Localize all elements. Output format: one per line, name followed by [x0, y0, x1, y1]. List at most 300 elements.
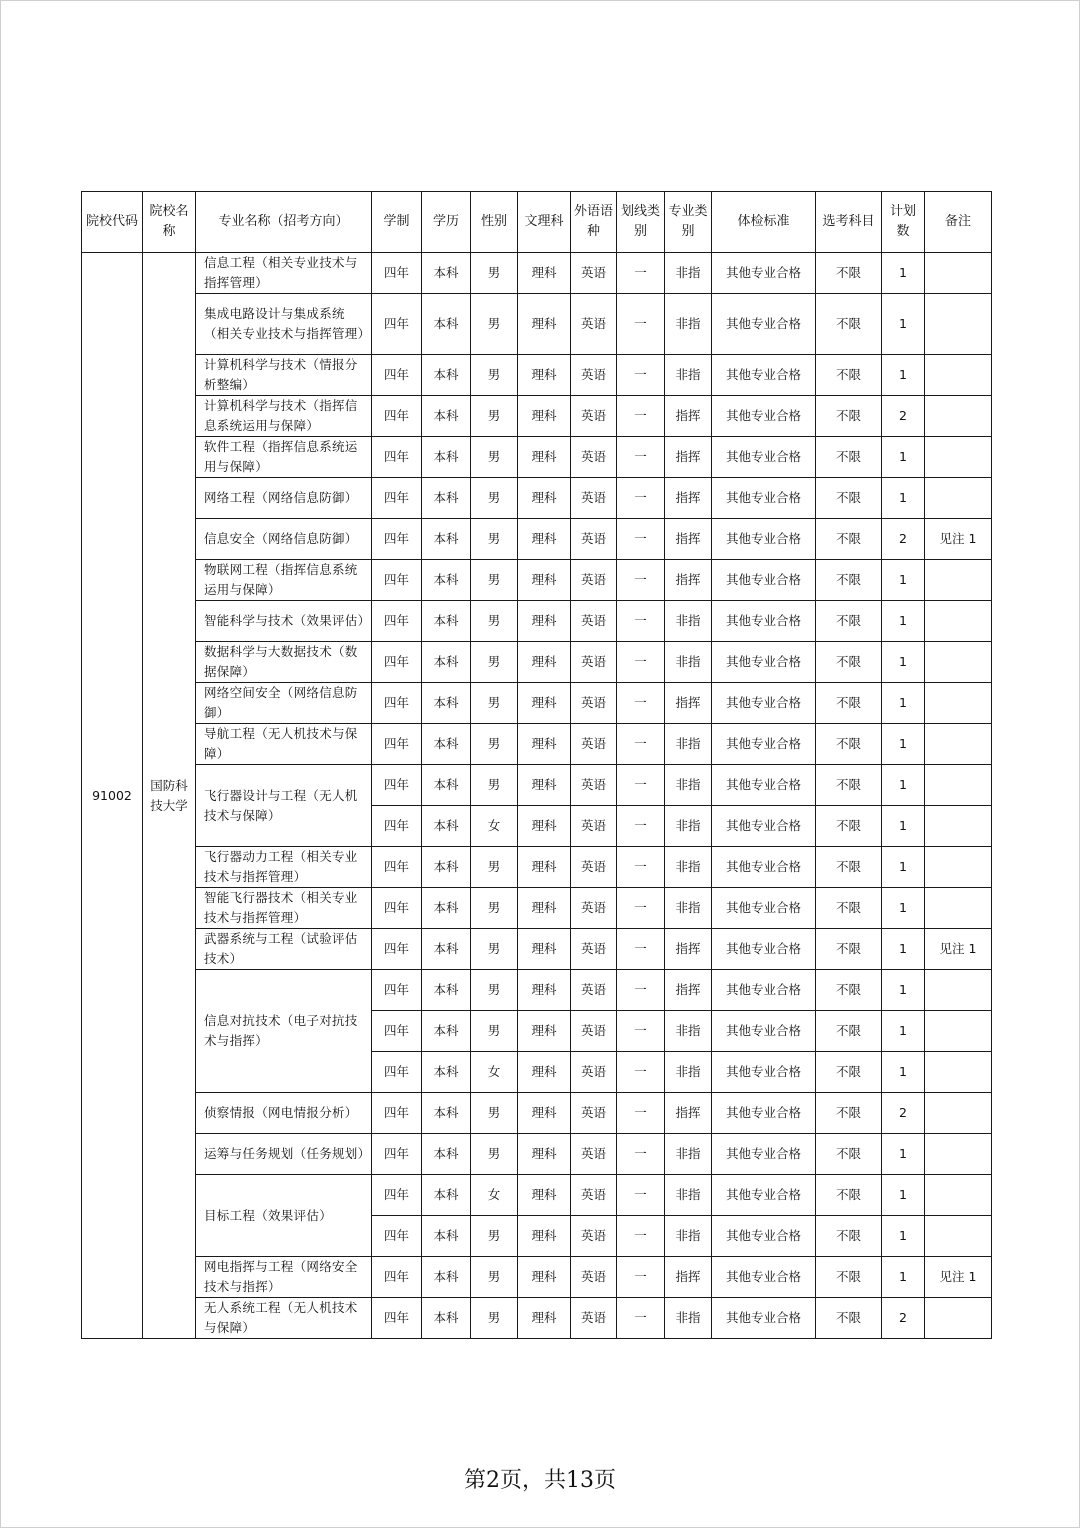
- degree-cell: 本科: [422, 1257, 471, 1298]
- plan-cell: 1: [882, 642, 925, 683]
- physical-cell: 其他专业合格: [712, 294, 816, 355]
- degree-cell: 本科: [422, 601, 471, 642]
- header-elective: 选考科目: [816, 192, 882, 253]
- physical-cell: 其他专业合格: [712, 1175, 816, 1216]
- gender-cell: 男: [471, 1298, 518, 1339]
- remark-cell: [925, 1134, 992, 1175]
- category-cell: 非指: [665, 724, 712, 765]
- stream-cell: 理科: [518, 847, 571, 888]
- gender-cell: 男: [471, 1093, 518, 1134]
- stream-cell: 理科: [518, 1175, 571, 1216]
- gender-cell: 男: [471, 355, 518, 396]
- system-cell: 四年: [372, 683, 422, 724]
- header-major: 专业名称（招考方向）: [196, 192, 372, 253]
- language-cell: 英语: [571, 1216, 617, 1257]
- degree-cell: 本科: [422, 806, 471, 847]
- language-cell: 英语: [571, 929, 617, 970]
- remark-cell: [925, 683, 992, 724]
- elective-cell: 不限: [816, 355, 882, 396]
- physical-cell: 其他专业合格: [712, 1093, 816, 1134]
- header-system: 学制: [372, 192, 422, 253]
- major-cell: 信息对抗技术（电子对抗技术与指挥）: [196, 970, 372, 1093]
- system-cell: 四年: [372, 1216, 422, 1257]
- system-cell: 四年: [372, 355, 422, 396]
- category-cell: 非指: [665, 1052, 712, 1093]
- degree-cell: 本科: [422, 847, 471, 888]
- physical-cell: 其他专业合格: [712, 970, 816, 1011]
- school-code-cell: 91002: [82, 253, 143, 1339]
- degree-cell: 本科: [422, 1216, 471, 1257]
- plan-cell: 1: [882, 1257, 925, 1298]
- table-row: [82, 683, 992, 724]
- physical-cell: 其他专业合格: [712, 765, 816, 806]
- table-row: [82, 970, 992, 1011]
- category-cell: 非指: [665, 1011, 712, 1052]
- physical-cell: 其他专业合格: [712, 1298, 816, 1339]
- elective-cell: 不限: [816, 1298, 882, 1339]
- major-cell: 软件工程（指挥信息系统运用与保障）: [196, 437, 372, 478]
- language-cell: 英语: [571, 478, 617, 519]
- gender-cell: 男: [471, 601, 518, 642]
- degree-cell: 本科: [422, 1011, 471, 1052]
- elective-cell: 不限: [816, 888, 882, 929]
- physical-cell: 其他专业合格: [712, 929, 816, 970]
- physical-cell: 其他专业合格: [712, 519, 816, 560]
- gender-cell: 女: [471, 806, 518, 847]
- remark-cell: [925, 806, 992, 847]
- system-cell: 四年: [372, 437, 422, 478]
- table-row: [82, 294, 992, 355]
- physical-cell: 其他专业合格: [712, 1257, 816, 1298]
- remark-cell: [925, 560, 992, 601]
- language-cell: 英语: [571, 888, 617, 929]
- table-row: [82, 1134, 992, 1175]
- table-row: [82, 355, 992, 396]
- language-cell: 英语: [571, 437, 617, 478]
- category-cell: 指挥: [665, 437, 712, 478]
- system-cell: 四年: [372, 1175, 422, 1216]
- language-cell: 英语: [571, 765, 617, 806]
- gender-cell: 男: [471, 437, 518, 478]
- gender-cell: 男: [471, 847, 518, 888]
- remark-cell: [925, 847, 992, 888]
- header-code: 院校代码: [82, 192, 143, 253]
- major-cell: 目标工程（效果评估）: [196, 1175, 372, 1257]
- category-cell: 非指: [665, 601, 712, 642]
- degree-cell: 本科: [422, 1052, 471, 1093]
- degree-cell: 本科: [422, 642, 471, 683]
- physical-cell: 其他专业合格: [712, 601, 816, 642]
- language-cell: 英语: [571, 1052, 617, 1093]
- remark-cell: [925, 1175, 992, 1216]
- system-cell: 四年: [372, 929, 422, 970]
- system-cell: 四年: [372, 970, 422, 1011]
- language-cell: 英语: [571, 1093, 617, 1134]
- gender-cell: 男: [471, 929, 518, 970]
- line-cell: 一: [617, 437, 665, 478]
- elective-cell: 不限: [816, 1052, 882, 1093]
- elective-cell: 不限: [816, 1093, 882, 1134]
- stream-cell: 理科: [518, 683, 571, 724]
- line-cell: 一: [617, 1298, 665, 1339]
- gender-cell: 男: [471, 1216, 518, 1257]
- enrollment-plan-table: [81, 191, 992, 1339]
- stream-cell: 理科: [518, 437, 571, 478]
- degree-cell: 本科: [422, 1093, 471, 1134]
- degree-cell: 本科: [422, 355, 471, 396]
- language-cell: 英语: [571, 294, 617, 355]
- line-cell: 一: [617, 1093, 665, 1134]
- major-cell: 飞行器动力工程（相关专业技术与指挥管理）: [196, 847, 372, 888]
- category-cell: 指挥: [665, 519, 712, 560]
- plan-cell: 1: [882, 478, 925, 519]
- degree-cell: 本科: [422, 1175, 471, 1216]
- remark-cell: [925, 765, 992, 806]
- category-cell: 非指: [665, 355, 712, 396]
- system-cell: 四年: [372, 806, 422, 847]
- system-cell: 四年: [372, 1011, 422, 1052]
- table-row: [82, 437, 992, 478]
- stream-cell: 理科: [518, 294, 571, 355]
- header-plan: 计划数: [882, 192, 925, 253]
- degree-cell: 本科: [422, 396, 471, 437]
- degree-cell: 本科: [422, 1298, 471, 1339]
- physical-cell: 其他专业合格: [712, 1052, 816, 1093]
- remark-cell: [925, 642, 992, 683]
- line-cell: 一: [617, 642, 665, 683]
- remark-cell: 见注 1: [925, 929, 992, 970]
- line-cell: 一: [617, 519, 665, 560]
- language-cell: 英语: [571, 1011, 617, 1052]
- physical-cell: 其他专业合格: [712, 642, 816, 683]
- elective-cell: 不限: [816, 396, 882, 437]
- major-cell: 无人系统工程（无人机技术与保障）: [196, 1298, 372, 1339]
- line-cell: 一: [617, 970, 665, 1011]
- major-cell: 运筹与任务规划（任务规划）: [196, 1134, 372, 1175]
- line-cell: 一: [617, 1257, 665, 1298]
- category-cell: 指挥: [665, 683, 712, 724]
- category-cell: 指挥: [665, 478, 712, 519]
- stream-cell: 理科: [518, 396, 571, 437]
- physical-cell: 其他专业合格: [712, 1134, 816, 1175]
- elective-cell: 不限: [816, 437, 882, 478]
- elective-cell: 不限: [816, 683, 882, 724]
- language-cell: 英语: [571, 642, 617, 683]
- line-cell: 一: [617, 355, 665, 396]
- category-cell: 非指: [665, 1298, 712, 1339]
- remark-cell: [925, 888, 992, 929]
- stream-cell: 理科: [518, 601, 571, 642]
- table-row: [82, 1093, 992, 1134]
- gender-cell: 男: [471, 683, 518, 724]
- table-row: [82, 724, 992, 765]
- category-cell: 非指: [665, 642, 712, 683]
- language-cell: 英语: [571, 519, 617, 560]
- plan-cell: 1: [882, 929, 925, 970]
- physical-cell: 其他专业合格: [712, 1011, 816, 1052]
- plan-cell: 2: [882, 1093, 925, 1134]
- remark-cell: [925, 1052, 992, 1093]
- system-cell: 四年: [372, 1052, 422, 1093]
- physical-cell: 其他专业合格: [712, 847, 816, 888]
- system-cell: 四年: [372, 1298, 422, 1339]
- major-cell: 侦察情报（网电情报分析）: [196, 1093, 372, 1134]
- table-row: [82, 642, 992, 683]
- plan-cell: 1: [882, 1134, 925, 1175]
- plan-cell: 1: [882, 1216, 925, 1257]
- physical-cell: 其他专业合格: [712, 437, 816, 478]
- stream-cell: 理科: [518, 253, 571, 294]
- category-cell: 指挥: [665, 560, 712, 601]
- stream-cell: 理科: [518, 1257, 571, 1298]
- language-cell: 英语: [571, 560, 617, 601]
- elective-cell: 不限: [816, 929, 882, 970]
- header-degree: 学历: [422, 192, 471, 253]
- system-cell: 四年: [372, 642, 422, 683]
- degree-cell: 本科: [422, 560, 471, 601]
- degree-cell: 本科: [422, 724, 471, 765]
- line-cell: 一: [617, 396, 665, 437]
- system-cell: 四年: [372, 478, 422, 519]
- stream-cell: 理科: [518, 806, 571, 847]
- plan-cell: 1: [882, 847, 925, 888]
- stream-cell: 理科: [518, 1134, 571, 1175]
- line-cell: 一: [617, 929, 665, 970]
- category-cell: 非指: [665, 1216, 712, 1257]
- stream-cell: 理科: [518, 642, 571, 683]
- major-cell: 网络空间安全（网络信息防御）: [196, 683, 372, 724]
- degree-cell: 本科: [422, 929, 471, 970]
- language-cell: 英语: [571, 683, 617, 724]
- system-cell: 四年: [372, 765, 422, 806]
- stream-cell: 理科: [518, 1216, 571, 1257]
- elective-cell: 不限: [816, 1257, 882, 1298]
- language-cell: 英语: [571, 1257, 617, 1298]
- plan-cell: 2: [882, 519, 925, 560]
- plan-cell: 1: [882, 683, 925, 724]
- degree-cell: 本科: [422, 519, 471, 560]
- physical-cell: 其他专业合格: [712, 253, 816, 294]
- plan-cell: 2: [882, 1298, 925, 1339]
- category-cell: 非指: [665, 765, 712, 806]
- physical-cell: 其他专业合格: [712, 683, 816, 724]
- major-cell: 网络工程（网络信息防御）: [196, 478, 372, 519]
- line-cell: 一: [617, 601, 665, 642]
- table-row: [82, 1298, 992, 1339]
- header-school: 院校名称: [143, 192, 196, 253]
- major-cell: 智能飞行器技术（相关专业技术与指挥管理）: [196, 888, 372, 929]
- table-row: [82, 478, 992, 519]
- plan-cell: 1: [882, 806, 925, 847]
- remark-cell: [925, 1216, 992, 1257]
- major-cell: 计算机科学与技术（情报分析整编）: [196, 355, 372, 396]
- stream-cell: 理科: [518, 1093, 571, 1134]
- plan-cell: 1: [882, 888, 925, 929]
- elective-cell: 不限: [816, 560, 882, 601]
- gender-cell: 男: [471, 1134, 518, 1175]
- major-cell: 导航工程（无人机技术与保障）: [196, 724, 372, 765]
- header-row: [82, 192, 992, 253]
- category-cell: 指挥: [665, 1257, 712, 1298]
- system-cell: 四年: [372, 253, 422, 294]
- category-cell: 非指: [665, 888, 712, 929]
- system-cell: 四年: [372, 1093, 422, 1134]
- gender-cell: 男: [471, 642, 518, 683]
- remark-cell: [925, 601, 992, 642]
- gender-cell: 男: [471, 970, 518, 1011]
- category-cell: 非指: [665, 253, 712, 294]
- degree-cell: 本科: [422, 478, 471, 519]
- plan-cell: 1: [882, 560, 925, 601]
- line-cell: 一: [617, 478, 665, 519]
- line-cell: 一: [617, 560, 665, 601]
- system-cell: 四年: [372, 888, 422, 929]
- degree-cell: 本科: [422, 888, 471, 929]
- physical-cell: 其他专业合格: [712, 888, 816, 929]
- elective-cell: 不限: [816, 294, 882, 355]
- language-cell: 英语: [571, 970, 617, 1011]
- elective-cell: 不限: [816, 1134, 882, 1175]
- category-cell: 非指: [665, 294, 712, 355]
- table-row: [82, 560, 992, 601]
- header-physical: 体检标准: [712, 192, 816, 253]
- physical-cell: 其他专业合格: [712, 1216, 816, 1257]
- table-row: [82, 601, 992, 642]
- language-cell: 英语: [571, 724, 617, 765]
- stream-cell: 理科: [518, 970, 571, 1011]
- language-cell: 英语: [571, 1134, 617, 1175]
- remark-cell: 见注 1: [925, 1257, 992, 1298]
- degree-cell: 本科: [422, 970, 471, 1011]
- plan-cell: 1: [882, 1175, 925, 1216]
- line-cell: 一: [617, 724, 665, 765]
- degree-cell: 本科: [422, 765, 471, 806]
- physical-cell: 其他专业合格: [712, 724, 816, 765]
- page-number: 第2页，共13页: [464, 1468, 616, 1493]
- table-row: [82, 847, 992, 888]
- physical-cell: 其他专业合格: [712, 806, 816, 847]
- line-cell: 一: [617, 806, 665, 847]
- table-row: [82, 1175, 992, 1216]
- line-cell: 一: [617, 1052, 665, 1093]
- language-cell: 英语: [571, 355, 617, 396]
- gender-cell: 男: [471, 724, 518, 765]
- stream-cell: 理科: [518, 724, 571, 765]
- physical-cell: 其他专业合格: [712, 478, 816, 519]
- header-gender: 性别: [471, 192, 518, 253]
- elective-cell: 不限: [816, 847, 882, 888]
- category-cell: 指挥: [665, 396, 712, 437]
- major-cell: 信息安全（网络信息防御）: [196, 519, 372, 560]
- language-cell: 英语: [571, 847, 617, 888]
- system-cell: 四年: [372, 847, 422, 888]
- stream-cell: 理科: [518, 929, 571, 970]
- degree-cell: 本科: [422, 294, 471, 355]
- physical-cell: 其他专业合格: [712, 560, 816, 601]
- major-cell: 武器系统与工程（试验评估技术）: [196, 929, 372, 970]
- stream-cell: 理科: [518, 1298, 571, 1339]
- category-cell: 非指: [665, 847, 712, 888]
- elective-cell: 不限: [816, 478, 882, 519]
- table-row: [82, 519, 992, 560]
- plan-cell: 1: [882, 437, 925, 478]
- elective-cell: 不限: [816, 724, 882, 765]
- line-cell: 一: [617, 1134, 665, 1175]
- stream-cell: 理科: [518, 560, 571, 601]
- major-cell: 信息工程（相关专业技术与指挥管理）: [196, 253, 372, 294]
- elective-cell: 不限: [816, 1216, 882, 1257]
- elective-cell: 不限: [816, 765, 882, 806]
- language-cell: 英语: [571, 1298, 617, 1339]
- gender-cell: 男: [471, 294, 518, 355]
- stream-cell: 理科: [518, 765, 571, 806]
- major-cell: 网电指挥与工程（网络安全技术与指挥）: [196, 1257, 372, 1298]
- table-row: [82, 888, 992, 929]
- stream-cell: 理科: [518, 478, 571, 519]
- line-cell: 一: [617, 847, 665, 888]
- language-cell: 英语: [571, 396, 617, 437]
- table-row: [82, 396, 992, 437]
- category-cell: 指挥: [665, 970, 712, 1011]
- gender-cell: 男: [471, 1257, 518, 1298]
- category-cell: 非指: [665, 806, 712, 847]
- plan-cell: 1: [882, 724, 925, 765]
- line-cell: 一: [617, 253, 665, 294]
- major-cell: 物联网工程（指挥信息系统运用与保障）: [196, 560, 372, 601]
- elective-cell: 不限: [816, 642, 882, 683]
- language-cell: 英语: [571, 806, 617, 847]
- gender-cell: 男: [471, 478, 518, 519]
- gender-cell: 女: [471, 1175, 518, 1216]
- gender-cell: 男: [471, 765, 518, 806]
- plan-cell: 1: [882, 1052, 925, 1093]
- header-stream: 文理科: [518, 192, 571, 253]
- category-cell: 非指: [665, 1134, 712, 1175]
- gender-cell: 男: [471, 560, 518, 601]
- remark-cell: [925, 478, 992, 519]
- category-cell: 指挥: [665, 929, 712, 970]
- remark-cell: [925, 1011, 992, 1052]
- major-cell: 数据科学与大数据技术（数据保障）: [196, 642, 372, 683]
- remark-cell: [925, 253, 992, 294]
- major-cell: 智能科学与技术（效果评估）: [196, 601, 372, 642]
- system-cell: 四年: [372, 1134, 422, 1175]
- remark-cell: [925, 437, 992, 478]
- table-row: [82, 1257, 992, 1298]
- language-cell: 英语: [571, 1175, 617, 1216]
- elective-cell: 不限: [816, 601, 882, 642]
- header-remark: 备注: [925, 192, 992, 253]
- line-cell: 一: [617, 683, 665, 724]
- plan-cell: 1: [882, 970, 925, 1011]
- header-language: 外语语种: [571, 192, 617, 253]
- gender-cell: 女: [471, 1052, 518, 1093]
- system-cell: 四年: [372, 724, 422, 765]
- gender-cell: 男: [471, 1011, 518, 1052]
- category-cell: 非指: [665, 1175, 712, 1216]
- major-cell: 飞行器设计与工程（无人机技术与保障）: [196, 765, 372, 847]
- gender-cell: 男: [471, 253, 518, 294]
- language-cell: 英语: [571, 253, 617, 294]
- line-cell: 一: [617, 1175, 665, 1216]
- elective-cell: 不限: [816, 253, 882, 294]
- remark-cell: [925, 355, 992, 396]
- remark-cell: [925, 724, 992, 765]
- remark-cell: 见注 1: [925, 519, 992, 560]
- line-cell: 一: [617, 294, 665, 355]
- plan-cell: 1: [882, 765, 925, 806]
- plan-cell: 2: [882, 396, 925, 437]
